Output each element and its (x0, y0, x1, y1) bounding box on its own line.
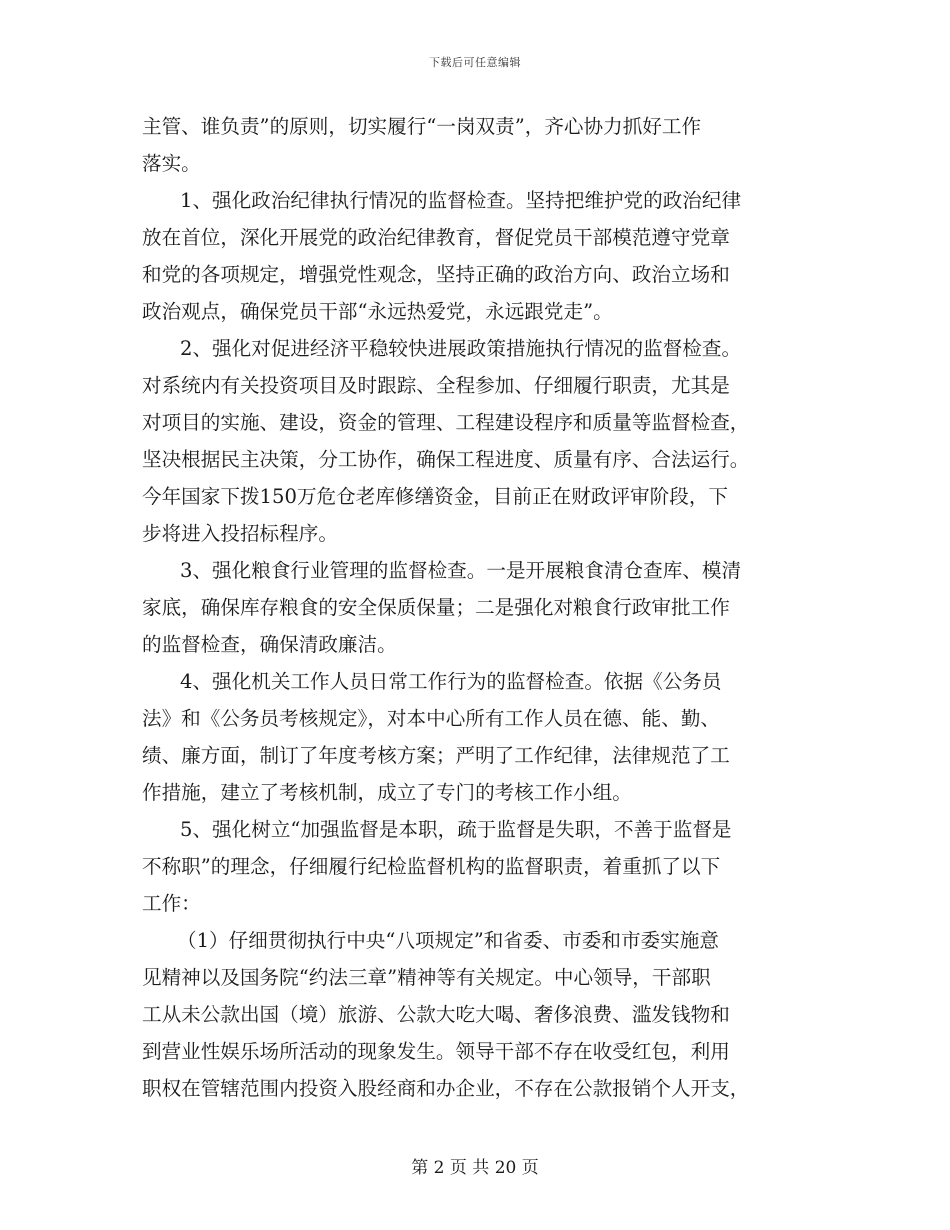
text-line: 工从未公款出国（境）旅游、公款大吃大喝、奢侈浪费、滥发钱物和 (142, 1003, 730, 1026)
text-line: 家底，确保库存粮食的安全保质保量；二是强化对粮食行政审批工作 (142, 596, 730, 619)
text-line: 的监督检查，确保清政廉洁。 (142, 633, 397, 656)
text-line: 对项目的实施、建设，资金的管理、工程建设程序和质量等监督检查， (142, 411, 750, 434)
text-line: 步将进入投招标程序。 (142, 522, 338, 545)
text-line: 政治观点，确保党员干部“永远热爱党，永远跟党走”。 (142, 300, 613, 323)
text-line: 绩、廉方面，制订了年度考核方案；严明了工作纪律，法律规范了工 (142, 744, 730, 767)
page-number: 第 2 页 共 20 页 (411, 1158, 539, 1178)
text-line: 对系统内有关投资项目及时跟踪、全程参加、仔细履行职责，尤其是 (142, 374, 730, 397)
text-line: 5、强化树立“加强监督是本职，疏于监督是失职，不善于监督是 (180, 818, 732, 841)
text-line: 放在首位，深化开展党的政治纪律教育，督促党员干部模范遵守党章 (142, 226, 730, 249)
text-line: 作措施，建立了考核机制，成立了专门的考核工作小组。 (142, 781, 632, 804)
document-body (142, 108, 807, 1107)
text-line: 主管、谁负责”的原则，切实履行“一岗双责”，齐心协力抓好工作 (142, 115, 702, 138)
text-line: 不称职”的理念，仔细履行纪检监督机构的监督职责，着重抓了以下 (142, 855, 721, 878)
text-line: 1、强化政治纪律执行情况的监督检查。坚持把维护党的政治纪律 (180, 189, 742, 212)
text-line: 职权在管辖范围内投资入股经商和办企业，不存在公款报销个人开支， (142, 1077, 750, 1100)
text-line: 见精神以及国务院“约法三章”精神等有关规定。中心领导，干部职 (142, 966, 711, 989)
text-line: 坚决根据民主决策，分工协作，确保工程进度、质量有序、合法运行。 (142, 448, 750, 471)
text-line: 落实。 (142, 152, 201, 175)
text-line: 和党的各项规定，增强党性观念，坚持正确的政治方向、政治立场和 (142, 263, 730, 286)
text-line: （1）仔细贯彻执行中央“八项规定”和省委、市委和市委实施意 (177, 929, 719, 952)
text-line: 工作： (142, 892, 201, 915)
text-line: 3、强化粮食行业管理的监督检查。一是开展粮食清仓查库、模清 (180, 559, 742, 582)
text-line: 今年国家下拨150万危仓老库修缮资金，目前正在财政评审阶段，下 (142, 485, 729, 508)
text-line: 2、强化对促进经济平稳较快进展政策措施执行情况的监督检查。 (180, 337, 742, 360)
text-line: 4、强化机关工作人员日常工作行为的监督检查。依据《公务员 (180, 670, 722, 693)
page-header-note: 下载后可任意编辑 (429, 56, 521, 69)
text-line: 法》和《公务员考核规定》，对本中心所有工作人员在德、能、勤、 (142, 707, 721, 730)
text-line: 到营业性娱乐场所活动的现象发生。领导干部不存在收受红包，利用 (142, 1040, 730, 1063)
